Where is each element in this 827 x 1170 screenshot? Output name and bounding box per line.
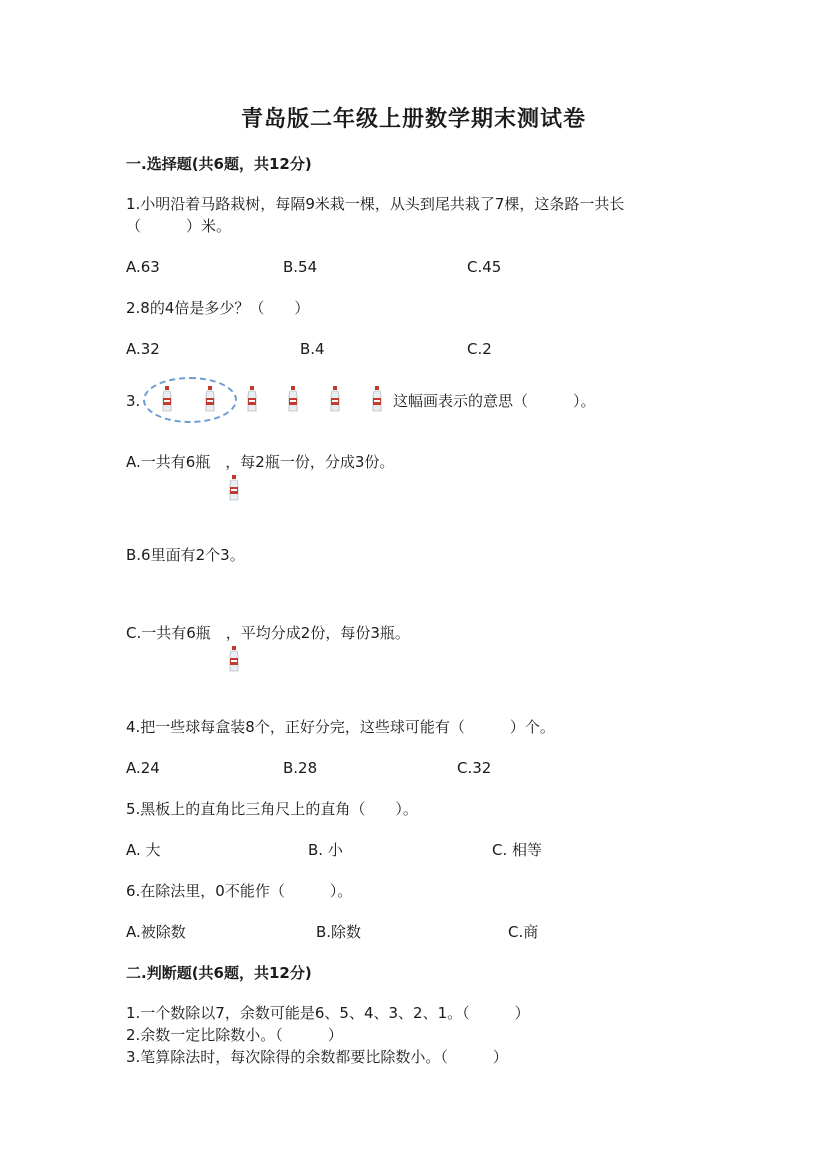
section-heading-choice: 一.选择题(共6题，共12分) [126, 155, 312, 173]
section-heading-judgment: 二.判断题(共6题，共12分) [126, 964, 312, 982]
bottle-icon [287, 386, 299, 412]
question-1-line2: （ ）米。 [126, 217, 232, 235]
bottle-icon [371, 386, 383, 412]
judgment-item-2: 2.余数一定比除数小。（ ） [126, 1026, 343, 1044]
bottle-icon [161, 386, 173, 412]
question-6-option-a: A.被除数 [126, 923, 186, 941]
question-3-text: 这幅画表示的意思（ ）。 [393, 392, 596, 410]
grouping-oval [143, 377, 237, 423]
question-4-option-b: B.28 [283, 759, 318, 777]
bottle-icon [246, 386, 258, 412]
bottle-icon [228, 475, 240, 501]
page-title: 青岛版二年级上册数学期末测试卷 [240, 106, 586, 132]
question-4-option-a: A.24 [126, 759, 160, 777]
question-3-number: 3. [126, 392, 141, 410]
question-2-option-c: C.2 [467, 340, 492, 358]
question-5-option-b: B. 小 [308, 841, 343, 859]
question-1-option-c: C.45 [467, 258, 502, 276]
question-6-option-b: B.除数 [316, 923, 362, 941]
question-1-line1: 1.小明沿着马路栽树，每隔9米栽一棵，从头到尾共栽了7棵，这条路一共长 [126, 195, 625, 213]
question-6-text: 6.在除法里，0不能作（ ）。 [126, 882, 353, 900]
question-4-option-c: C.32 [457, 759, 492, 777]
question-6-option-c: C.商 [508, 923, 539, 941]
question-2-text: 2.8的4倍是多少？（ ） [126, 299, 310, 317]
question-1-option-b: B.54 [283, 258, 318, 276]
question-1-option-a: A.63 [126, 258, 160, 276]
bottle-icon [228, 646, 240, 672]
question-5-text: 5.黑板上的直角比三角尺上的直角（ ）。 [126, 800, 418, 818]
judgment-item-3: 3.笔算除法时，每次除得的余数都要比除数小。（ ） [126, 1048, 508, 1066]
question-5-option-c: C. 相等 [492, 841, 543, 859]
question-4-text: 4.把一些球每盒装8个，正好分完，这些球可能有（ ）个。 [126, 718, 555, 736]
question-3-option-c: C.一共有6瓶 ，平均分成2份，每份3瓶。 [126, 624, 410, 642]
bottle-icon [329, 386, 341, 412]
question-2-option-b: B.4 [300, 340, 325, 358]
question-3-option-b: B.6里面有2个3。 [126, 546, 245, 564]
bottle-icon [204, 386, 216, 412]
judgment-item-1: 1.一个数除以7，余数可能是6、5、4、3、2、1。（ ） [126, 1004, 530, 1022]
question-3-option-a: A.一共有6瓶 ，每2瓶一份，分成3份。 [126, 453, 395, 471]
question-2-option-a: A.32 [126, 340, 160, 358]
question-5-option-a: A. 大 [126, 841, 161, 859]
